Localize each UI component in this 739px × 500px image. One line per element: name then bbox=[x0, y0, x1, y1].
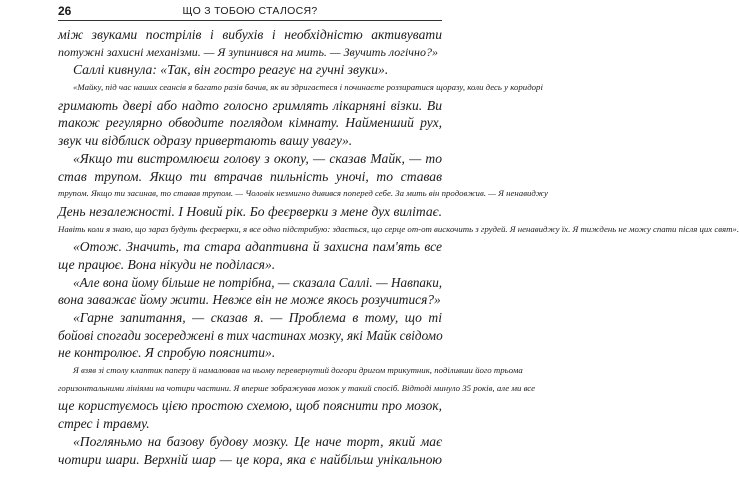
text-line: не контролює. Я спробую пояснити». bbox=[58, 345, 276, 361]
body-text bbox=[58, 26, 739, 468]
text-line: «Гарне запитання, — сказав я. — Проблема в тому, що ті bbox=[73, 310, 442, 325]
text-line: «Якщо ти вистромлюєш голову з окопу, — сказав Майк, — то bbox=[73, 150, 442, 166]
text-line: День незалежності. І Новий рік. Бо феєрверки з мене дух вилітає. bbox=[58, 203, 442, 219]
text-line: бойові спогади зосереджені в тих частинах мозку, які Майк свідомо bbox=[58, 327, 443, 343]
text-line: ще працює. Вона нікуди не поділася». bbox=[58, 256, 276, 272]
text-line: «Погляньмо на базову будову мозку. Це наче торт, який має bbox=[73, 433, 442, 449]
text-line: гримають двері або надто голосно гримлять лікарняні візки. Ви bbox=[58, 97, 442, 113]
text-line: потужні захисні механізми. — Я зупинився на мить. — Звучить логічно?» bbox=[58, 44, 438, 59]
text-line: «Отож. Значить, та стара адаптивна й захисна пам'ять все bbox=[73, 239, 442, 255]
text-line: стрес і травму. bbox=[58, 416, 150, 432]
page-number: 26 bbox=[58, 4, 72, 18]
running-title: ЩО З ТОБОЮ СТАЛОСЯ? bbox=[182, 5, 318, 17]
text-line: трупом. Якщо ти засинав, то ставав трупом. — Чоловік незмигно дивився поперед себе. За мить він продовжив. — Я ненавиджу bbox=[58, 188, 548, 199]
text-line: «Але вона йому більше не потрібна, — сказала Саллі. — Навпаки, bbox=[73, 274, 443, 290]
text-line: звук чи відблиск одразу привертають вашу увагу». bbox=[58, 133, 353, 149]
page-header bbox=[58, 4, 442, 21]
text-line: чотири шари. Верхній шар — це кора, яка є найбільш унікальною bbox=[58, 451, 442, 467]
text-line: Навіть коли я знаю, що зараз будуть феєрверки, я все одно підстрибую: здається, що серце от-от вискочить з грудей. Я ненавиджу їх. Я тиждень не можу спати після цих свят». bbox=[58, 223, 739, 234]
text-line: став трупом. Якщо ти втрачав пильність уночі, то ставав bbox=[58, 168, 442, 184]
text-line: горизонтальними лініями на чотири частини. Я вперше зображував мозок у такий спосіб. Відтоді минуло 35 років, але ми все bbox=[58, 382, 535, 393]
text-line: Саллі кивнула: «Так, він гостро реагує на гучні звуки». bbox=[73, 62, 389, 78]
text-line: Я взяв зі столу клаптик паперу й намалював на ньому перевернутий догори дригом трикутник, поділивши його трьома bbox=[73, 365, 523, 376]
text-line: між звуками пострілів і вибухів і необхідністю активувати bbox=[58, 27, 442, 42]
text-line: також регулярно обводите поглядом кімнату. Найменший рух, bbox=[58, 115, 442, 131]
text-line: вона заважає йому жити. Невже він не може якось розучитися?» bbox=[58, 292, 441, 308]
text-line: «Майку, під час наших сеансів я багато разів бачив, як ви здригаєтеся і починаєте роззиратися щоразу, коли десь у коридорі bbox=[73, 82, 543, 93]
text-line: ще користуємось цією простою схемою, щоб пояснити про мозок, bbox=[58, 398, 442, 414]
